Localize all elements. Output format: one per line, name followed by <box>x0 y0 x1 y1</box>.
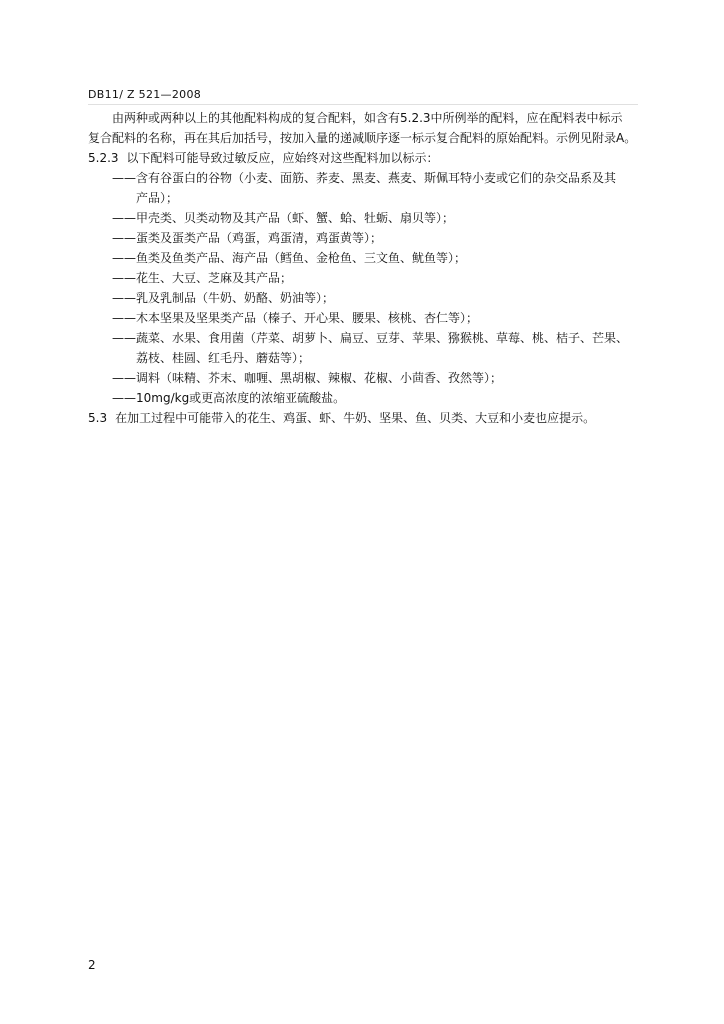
list-item: ——花生、大豆、芝麻及其产品； <box>112 271 293 285</box>
list-item: ——木本坚果及坚果类产品（榛子、开心果、腰果、核桃、杏仁等）； <box>112 311 479 325</box>
paragraph-line: 复合配料的名称，再在其后加括号，按加入量的递减顺序逐一标示复合配料的原始配料。示例见附录A。 <box>88 131 637 145</box>
list-item: ——含有谷蛋白的谷物（小麦、面筋、荞麦、黑麦、燕麦、斯佩耳特小麦或它们的杂交品系及其 <box>112 171 617 185</box>
document-body <box>88 108 648 428</box>
list-item: ——调料（味精、芥末、咖喱、黑胡椒、辣椒、花椒、小茴香、孜然等）； <box>112 371 503 385</box>
list-item: ——乳及乳制品（牛奶、奶酪、奶油等）； <box>112 291 335 305</box>
page-number: 2 <box>88 958 96 972</box>
list-item-continuation: 产品）； <box>136 191 179 205</box>
list-item-continuation: 荔枝、桂圆、红毛丹、蘑菇等）； <box>136 351 311 365</box>
list-item: ——鱼类及鱼类产品、海产品（鳕鱼、金枪鱼、三文鱼、鱿鱼等）； <box>112 251 467 265</box>
section-heading-5-2-3 <box>88 148 648 168</box>
header-divider <box>88 104 638 105</box>
paragraph-line: 由两种或两种以上的其他配料构成的复合配料，如含有5.2.3中所例举的配料，应在配料表中标示 <box>112 111 623 125</box>
list-item: ——10mg/kg或更高浓度的浓缩亚硫酸盐。 <box>112 391 346 405</box>
document-code-header: DB11/ Z 521—2008 <box>88 88 202 101</box>
list-item: ——甲壳类、贝类动物及其产品（虾、蟹、蛤、牡蛎、扇贝等）； <box>112 211 455 225</box>
section-text: 以下配料可能导致过敏反应，应始终对这些配料加以标示： <box>126 151 439 165</box>
list-item: ——蔬菜、水果、食用菌（芹菜、胡萝卜、扁豆、豆芽、苹果、猕猴桃、草莓、桃、桔子、芒果、 <box>112 331 629 345</box>
section-heading-5-3 <box>88 408 648 428</box>
section-number: 5.3 <box>88 411 108 425</box>
list-item: ——蛋类及蛋类产品（鸡蛋，鸡蛋清，鸡蛋黄等）； <box>112 231 383 245</box>
section-text: 在加工过程中可能带入的花生、鸡蛋、虾、牛奶、坚果、鱼、贝类、大豆和小麦也应提示。 <box>115 411 596 425</box>
section-number: 5.2.3 <box>88 151 119 165</box>
